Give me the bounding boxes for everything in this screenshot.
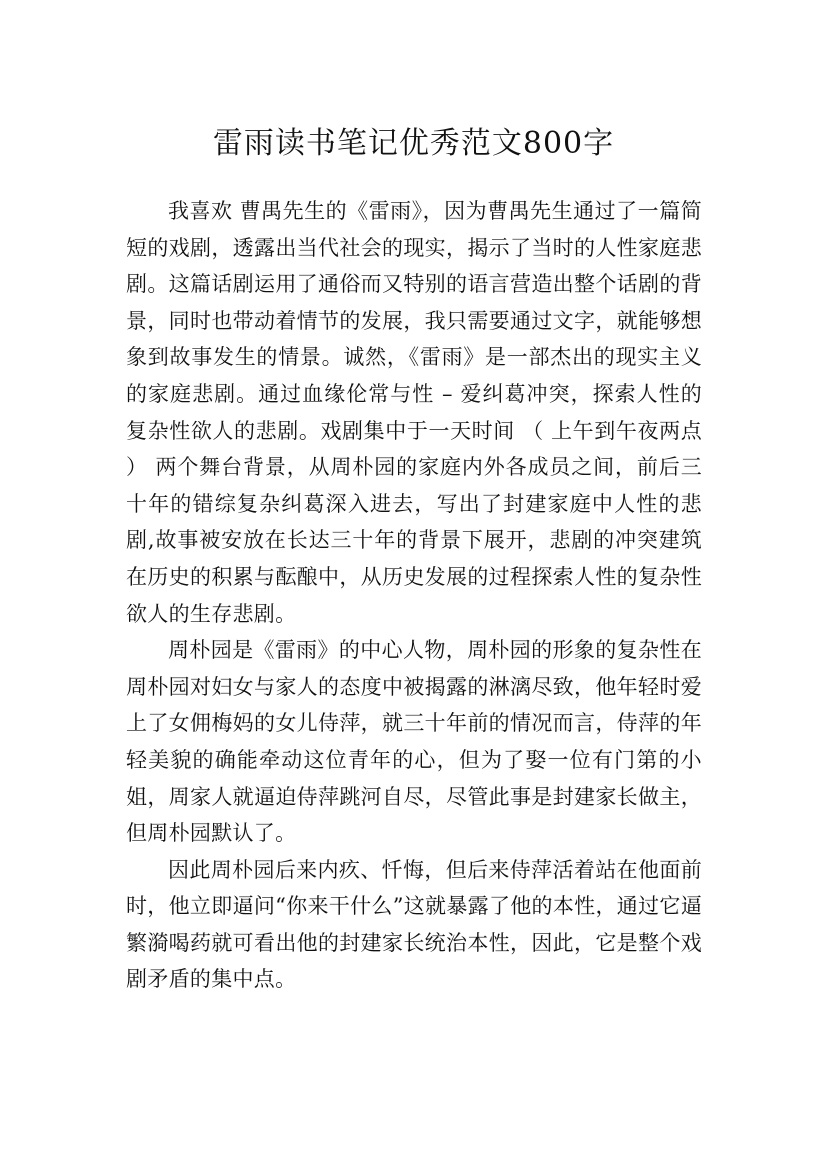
paragraph-3: 因此周朴园后来内疚、忏悔，但后来侍萍活着站在他面前时，他立即逼问“你来干什么”这就暴露了他的本性，通过它逼繁漪喝药就可看出他的封建家长统治本性，因此，它是整个戏剧矛盾的集中点。	[126, 857, 702, 992]
document-title: 雷雨读书笔记优秀范文800字	[212, 126, 615, 162]
paragraph-2: 周朴园是《雷雨》的中心人物，周朴园的形象的复杂性在周朴园对妇女与家人的态度中被揭露的淋漓尽致，他年轻时爱上了女佣梅妈的女儿侍萍，就三十年前的情况而言，侍萍的年轻美貌的确能牵动这位青年的心，但为了娶一位有门第的小姐，周家人就逼迫侍萍跳河自尽，尽管此事是封建家长做主，但周朴园默认了。	[126, 638, 702, 846]
document-body	[126, 193, 702, 998]
paragraph-1: 我喜欢 曹禺先生的《雷雨》，因为曹禺先生通过了一篇简短的戏剧，透露出当代社会的现实，揭示了当时的人性家庭悲剧。这篇话剧运用了通俗而又特别的语言营造出整个话剧的背景，同时也带动着情节的发展，我只需要通过文字，就能够想象到故事发生的情景。诚然，《雷雨》是一部杰出的现实主义的家庭悲剧。通过血缘伦常与性 – 爱纠葛冲突，探索人性的复杂性欲人的悲剧。戏剧集中于一天时间 （ 上午到午夜两点 ） 两个舞台背景，从周朴园的家庭内外各成员之间，前后三十年的错综复杂纠葛深入进去，写出了封建家庭中人性的悲剧,故事被安放在长达三十年的背景下展开，悲剧的冲突建筑在历史的积累与酝酿中，从历史发展的过程探索人性的复杂性欲人的生存悲剧。	[126, 199, 702, 626]
